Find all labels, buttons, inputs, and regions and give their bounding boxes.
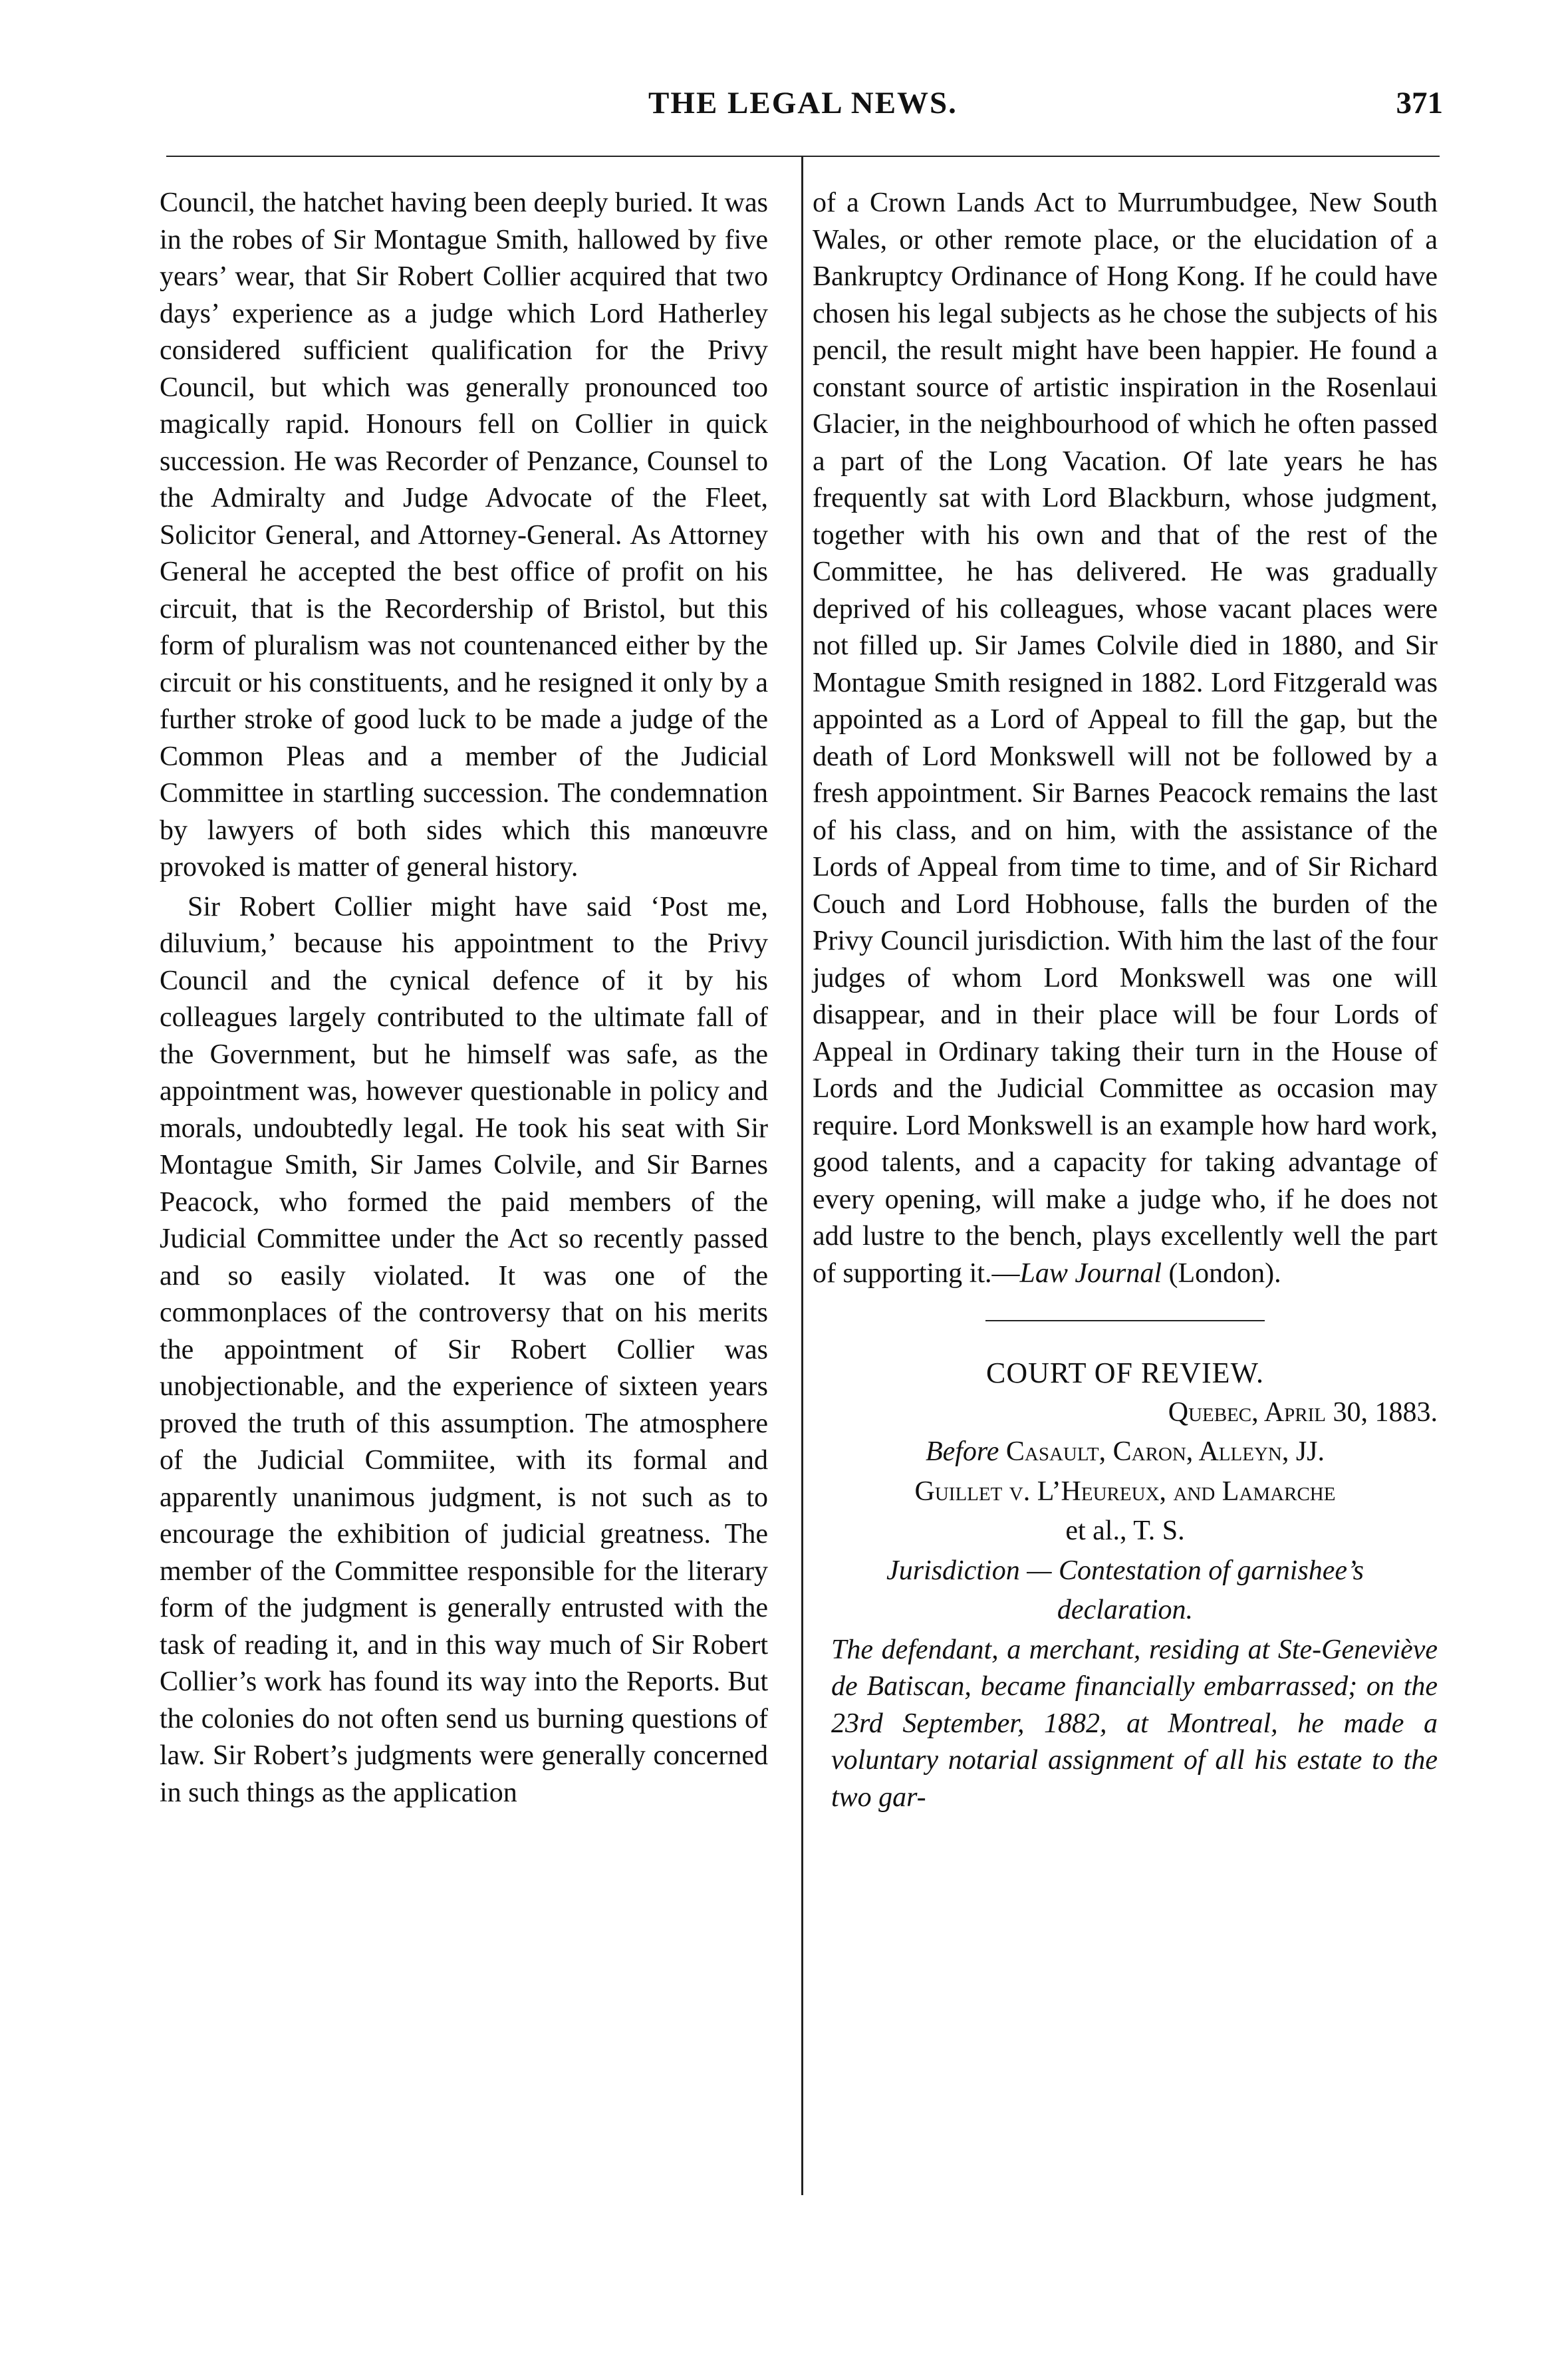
dateline (813, 1394, 1438, 1432)
right-column (813, 185, 1438, 1816)
left-paragraph-2: Sir Robert Collier might have said ‘Post me, diluvium,’ because his appointment to the Privy Council and the cynical defence of it by his colleagues largely contributed to the ultimate fall of the Government, but he himself was safe, as the appointment was, however questionable in policy and morals, undoubtedly legal. He took his seat with Sir Montague Smith, Sir James Colvile, and Sir Barnes Peacock, who formed the paid members of the Judicial Committee under the Act so recently passed and so easily violated. It was one of the commonplaces of the controversy that on his merits the appointment of Sir Robert Collier was unobjectionable, and the experience of sixteen years proved the truth of this assumption. The atmosphere of the Judicial Commiitee, with its formal and apparently unanimous judgment, is not such as to encourage the exhibition of judicial greatness. The member of the Committee responsible for the literary form of the judgment is generally entrusted with the task of reading it, and in this way much of Sir Robert Collier’s work has found its way into the Reports. But the colonies do not often send us burning questions of law. Sir Robert’s judgments were generally concerned in such things as the application (160, 891, 768, 1808)
running-title: THE LEGAL NEWS. (648, 86, 958, 120)
before-label: Before (925, 1436, 999, 1467)
right-paragraph-1 (813, 185, 1438, 1292)
source-suffix: (London). (1162, 1257, 1281, 1289)
judges-line (813, 1434, 1438, 1471)
case-name-line-2: et al., T. S. (1065, 1516, 1185, 1546)
right-paragraph-1-text: of a Crown Lands Act to Murrumbudgee, New South Wales, or other remote place, or the elucidation of a Bankruptcy Ordinance of Hong Kong. If he could have chosen his legal subjects as he chose the subjects of his pencil, the result might have been happier. He found a constant source of artistic inspiration in the Rosenlaui Glacier, in the neighbourhood of which he often passed a part of the Long Vacation. Of late years he has frequently sat with Lord Blackburn, whose judgment, together with his own and that of the rest of the Committee, he has delivered. He was gradually deprived of his colleagues, whose vacant places were not filled up. Sir James Colvile died in 1880, and Sir Montague Smith resigned in 1882. Lord Fitzgerald was appointed as a Lord of Appeal to fill the gap, but the death of Lord Monkswell will not be followed by a fresh appointment. Sir Barnes Peacock remains the last of his class, and on him, with the assistance of the Lords of Appeal from time to time, and of Sir Richard Couch and Lord Hobhouse, falls the burden of the Privy Council jurisdiction. With him the last of the four judges of whom Lord Monkswell was one will disappear, and in their place will be four Lords of Appeal in Ordinary taking their turn in the House of Lords and the Judicial Committee as occasion may require. Lord Monkswell is an example how hard work, good talents, and a capacity for taking advantage of every opening, will make a judge who, if he does not add lustre to the bench, plays excellently well the part of supporting it.— (813, 188, 1438, 1289)
case-name-line-1: Guillet v. L’Heureux, and Lamarche (914, 1476, 1336, 1507)
source-name: Law Journal (1019, 1257, 1162, 1289)
judges: Casault, Caron, Alleyn, JJ. (1005, 1436, 1325, 1467)
column-divider (801, 157, 803, 2195)
left-column (160, 185, 768, 1811)
case-summary: The defendant, a merchant, residing at Ste-Geneviève de Batiscan, became financially embarrassed; on the 23rd September, 1882, at Montreal, he made a voluntary notarial assignment of all his estate to the two gar- (831, 1634, 1438, 1813)
dateline-text: Quebec, April 30, 1883. (1168, 1396, 1438, 1428)
page-number: 371 (1396, 86, 1443, 120)
headnote-line-1: Jurisdiction — Contestation of garnishee’s (886, 1555, 1364, 1586)
page-header (163, 85, 1443, 138)
section-divider (985, 1320, 1265, 1321)
left-paragraph-1: Council, the hatchet having been deeply buried. It was in the robes of Sir Montague Smith, hallowed by five years’ wear, that Sir Robert Collier acquired that two days’ experience as a judge which Lord Hatherley considered sufficient qualification for the Privy Council, but which was generally pronounced too magically rapid. Honours fell on Collier in quick succession. He was Recorder of Penzance, Counsel to the Admiralty and Judge Advocate of the Fleet, Solicitor General, and Attorney-General. As Attorney General he accepted the best office of profit on his circuit, that is the Recordership of Bristol, but this form of pluralism was not countenanced either by the circuit or his constituents, and he resigned it only by a further stroke of good luck to be made a judge of the Common Pleas and a member of the Judicial Committee in startling succession. The condemnation by lawyers of both sides which this manœuvre provoked is matter of general history. (160, 188, 768, 882)
headnote-line-2: declaration. (1057, 1595, 1194, 1625)
court-heading: COURT OF REVIEW. (986, 1357, 1264, 1389)
